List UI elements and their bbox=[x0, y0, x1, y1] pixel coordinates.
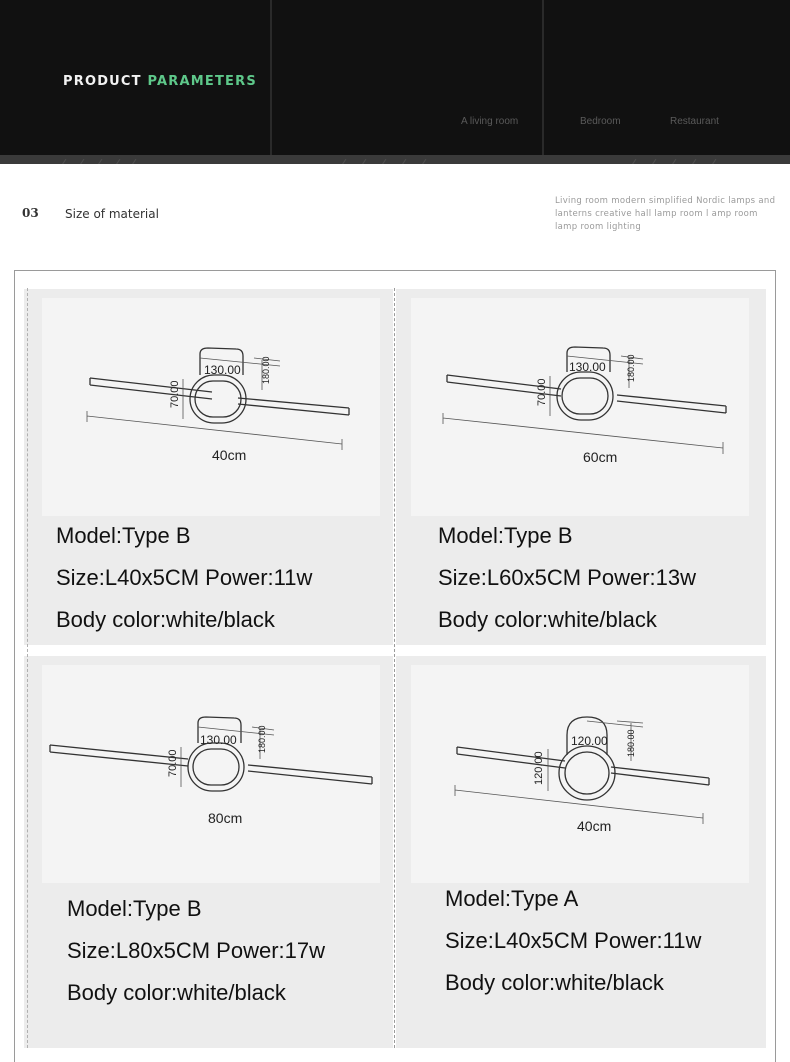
banner-title-accent: PARAMETERS bbox=[147, 74, 257, 89]
center-divider bbox=[394, 288, 395, 1048]
section-number: 03 bbox=[22, 206, 39, 220]
room-tab-living-room: A living room bbox=[461, 116, 519, 127]
product-card bbox=[396, 656, 766, 1048]
spec-size-power: Size:L40x5CM Power:11w bbox=[445, 928, 702, 953]
product-diagram bbox=[411, 298, 749, 516]
product-card bbox=[24, 289, 393, 645]
spec-model: Model:Type B bbox=[438, 523, 573, 548]
product-card bbox=[24, 656, 393, 1048]
diagram-width-label: 130.00 bbox=[204, 363, 241, 377]
room-tab-restaurant: Restaurant bbox=[670, 116, 719, 127]
spec-model: Model:Type B bbox=[56, 523, 191, 548]
spec-size-power: Size:L40x5CM Power:11w bbox=[56, 565, 313, 590]
product-card bbox=[396, 289, 766, 645]
diagram-length-label: 60cm bbox=[583, 449, 618, 465]
left-guide-line bbox=[27, 288, 28, 1048]
product-diagram bbox=[42, 665, 380, 883]
diagram-depth-label: 180.00 bbox=[626, 729, 636, 757]
spec-size-power: Size:L80x5CM Power:17w bbox=[67, 938, 326, 963]
product-diagram bbox=[42, 298, 380, 516]
spec-body-color: Body color:white/black bbox=[56, 607, 275, 632]
spec-size-power: Size:L60x5CM Power:13w bbox=[438, 565, 697, 590]
section-title: Size of material bbox=[65, 207, 159, 221]
diagram-depth-label: 180.00 bbox=[257, 725, 267, 753]
diagram-depth-label: 180.00 bbox=[626, 354, 636, 382]
diagram-length-label: 80cm bbox=[208, 810, 243, 826]
banner-title bbox=[63, 74, 257, 89]
diagram-width-label: 120.00 bbox=[571, 734, 608, 748]
section-description: Living room modern simplified Nordic lamps and lanterns creative hall lamp room l amp room lamp room lighting bbox=[555, 196, 776, 232]
header-banner bbox=[0, 0, 790, 155]
diagram-height-label: 70.00 bbox=[169, 380, 181, 408]
banner-title-main: PRODUCT bbox=[63, 74, 142, 89]
diagram-height-label: 120.00 bbox=[533, 751, 545, 785]
diagram-width-label: 130.00 bbox=[569, 360, 606, 374]
product-diagram bbox=[411, 665, 749, 883]
banner-divider bbox=[542, 0, 544, 155]
spec-body-color: Body color:white/black bbox=[445, 970, 664, 995]
diagram-length-label: 40cm bbox=[577, 818, 612, 834]
diagram-height-label: 70.00 bbox=[536, 378, 548, 406]
decorative-stripe bbox=[0, 155, 790, 164]
spec-body-color: Body color:white/black bbox=[438, 607, 657, 632]
diagram-width-label: 130.00 bbox=[200, 733, 237, 747]
diagram-length-label: 40cm bbox=[212, 447, 247, 463]
banner-divider bbox=[270, 0, 272, 155]
room-tab-bedroom: Bedroom bbox=[580, 116, 621, 127]
diagram-depth-label: 180.00 bbox=[261, 356, 271, 384]
spec-model: Model:Type B bbox=[67, 896, 202, 921]
diagram-height-label: 70.00 bbox=[167, 749, 179, 777]
spec-model: Model:Type A bbox=[445, 886, 579, 911]
spec-body-color: Body color:white/black bbox=[67, 980, 286, 1005]
